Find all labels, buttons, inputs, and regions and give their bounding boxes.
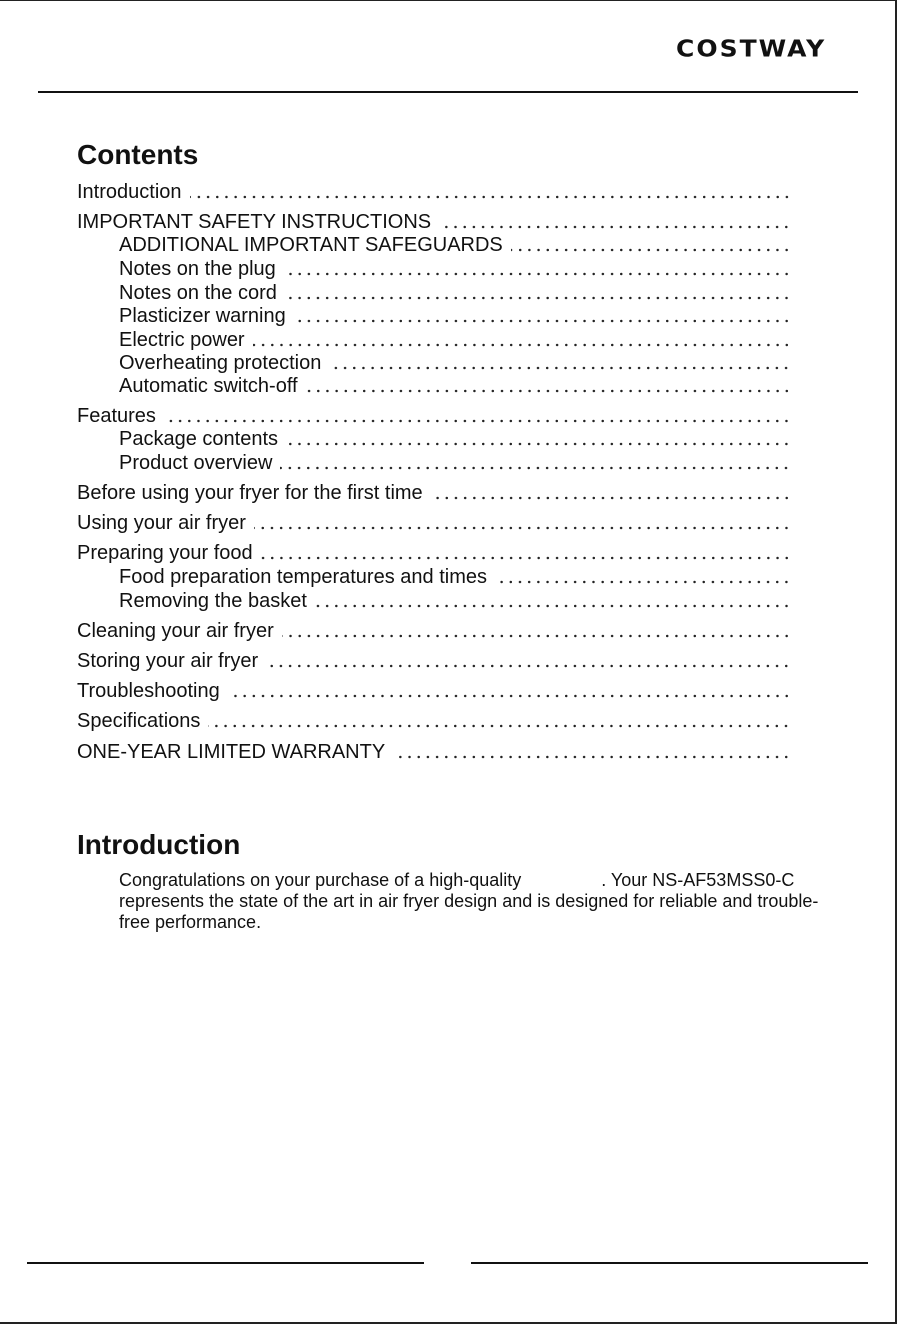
- toc-entry-label: Storing your air fryer: [77, 650, 259, 672]
- toc-entry: [119, 233, 791, 257]
- contents-heading: Contents: [77, 139, 199, 170]
- toc-entry-label: Notes on the plug: [119, 258, 276, 280]
- toc-entry: [77, 541, 791, 565]
- toc-dot-leader: [294, 319, 791, 323]
- toc-entry: [77, 404, 791, 428]
- toc-entry: [119, 589, 791, 613]
- toc-entry-label: Electric power: [119, 329, 245, 351]
- toc-entry-label: Food preparation temperatures and times: [119, 566, 487, 588]
- introduction-paragraph: [119, 870, 829, 933]
- footer-rule-left: [27, 1262, 424, 1264]
- toc-entry: [119, 351, 791, 375]
- toc-entry: [77, 740, 791, 764]
- toc-entry: [77, 210, 791, 234]
- toc-dot-leader: [511, 248, 791, 252]
- toc-entry-label: Package contents: [119, 428, 278, 450]
- introduction-heading: Introduction: [77, 829, 241, 860]
- footer-rule-right: [471, 1262, 868, 1264]
- toc-entry: [77, 649, 791, 673]
- toc-entry: [77, 180, 791, 204]
- toc-entry-label: IMPORTANT SAFETY INSTRUCTIONS: [77, 211, 432, 233]
- toc-entry: [119, 565, 791, 589]
- toc-entry-label: Specifications: [77, 710, 201, 732]
- page-top-border: [0, 0, 897, 1]
- toc-dot-leader: [285, 296, 791, 300]
- toc-entry: [119, 374, 791, 398]
- introduction-text-part1: Congratulations on your purchase of a high-quality: [119, 870, 522, 890]
- toc-dot-leader: [282, 634, 791, 638]
- toc-dot-leader: [431, 496, 791, 500]
- toc-dot-leader: [266, 664, 791, 668]
- toc-entry: [119, 451, 791, 475]
- toc-dot-leader: [254, 526, 791, 530]
- toc-entry-label: Introduction: [77, 181, 182, 203]
- toc-entry-label: Automatic switch-off: [119, 375, 298, 397]
- toc-entry: [77, 679, 791, 703]
- toc-dot-leader: [280, 466, 791, 470]
- toc-entry: [77, 511, 791, 535]
- toc-entry: [77, 481, 791, 505]
- toc-entry-label: Using your air fryer: [77, 512, 246, 534]
- toc-entry: [119, 304, 791, 328]
- toc-entry-label: Plasticizer warning: [119, 305, 286, 327]
- toc-entry: [119, 328, 791, 352]
- toc-entry-label: ONE-YEAR LIMITED WARRANTY: [77, 741, 386, 763]
- toc-dot-leader: [261, 556, 791, 560]
- toc-dot-leader: [393, 755, 791, 759]
- toc-entry-label: Notes on the cord: [119, 282, 277, 304]
- toc-entry-label: Overheating protection: [119, 352, 322, 374]
- toc-dot-leader: [164, 419, 791, 423]
- toc-entry-label: Features: [77, 405, 156, 427]
- toc-dot-leader: [228, 694, 791, 698]
- toc-entry-label: Cleaning your air fryer: [77, 620, 274, 642]
- toc-dot-leader: [315, 604, 791, 608]
- toc-dot-leader: [439, 225, 791, 229]
- toc-dot-leader: [208, 724, 791, 728]
- toc-entry: [77, 709, 791, 733]
- header-rule: [38, 91, 858, 93]
- toc-dot-leader: [329, 366, 791, 370]
- toc-dot-leader: [253, 343, 791, 347]
- toc-entry-label: ADDITIONAL IMPORTANT SAFEGUARDS: [119, 234, 503, 256]
- toc-entry-label: Before using your fryer for the first time: [77, 482, 423, 504]
- brand-logo: COSTWAY: [676, 35, 827, 62]
- toc-entry: [77, 619, 791, 643]
- toc-entry-label: Removing the basket: [119, 590, 307, 612]
- toc-entry: [119, 427, 791, 451]
- toc-entry: [119, 257, 791, 281]
- toc-dot-leader: [284, 272, 791, 276]
- toc-dot-leader: [190, 195, 791, 199]
- toc-entry-label: Preparing your food: [77, 542, 253, 564]
- toc-entry-label: Product overview: [119, 452, 273, 474]
- toc-dot-leader: [495, 580, 791, 584]
- toc-entry: [119, 281, 791, 305]
- toc-entry-label: Troubleshooting: [77, 680, 220, 702]
- introduction-text-part2: . Your NS-AF53MSS0-C represents the state of the art in air fryer design and is designed for reliable and trouble-free performance.: [119, 870, 819, 932]
- toc-dot-leader: [286, 442, 791, 446]
- toc-dot-leader: [306, 389, 791, 393]
